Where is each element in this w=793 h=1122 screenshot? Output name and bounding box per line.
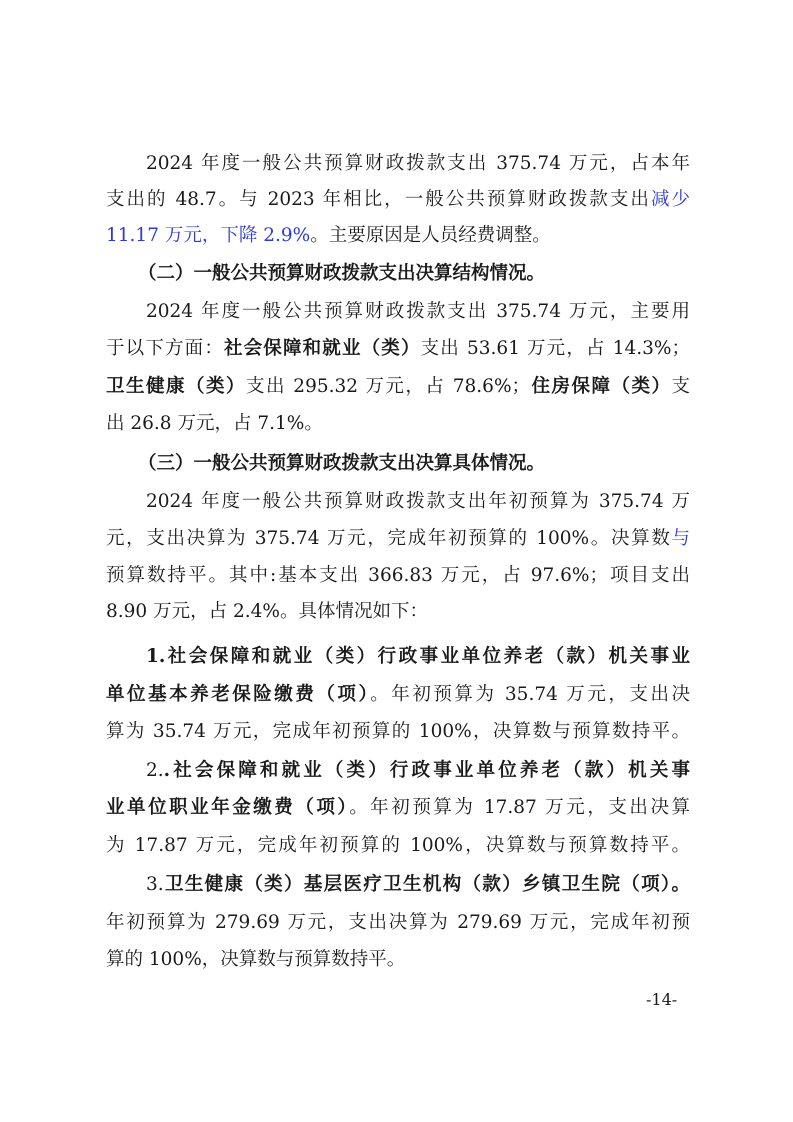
paragraph-line: 2024 年度一般公共预算财政拨款支出 375.74 万元，主要用 [146,301,690,322]
section-heading: （三）一般公共预算财政拨款支出决算具体情况。 [138,453,546,474]
paragraph-line: 8.90 万元，占 2.4%。具体情况如下： [106,601,428,622]
paragraph-line: 预算数持平。其中:基本支出 366.83 万元，占 97.6%；项目支出 [106,565,690,586]
item-heading: 3.卫生健康（类）基层医疗卫生机构（款）乡镇卫生院（项）。 [146,874,690,895]
paragraph-line: 11.17 万元，下降 2.9%。主要原因是人员经费调整。 [106,225,551,246]
paragraph-line: 2024 年度一般公共预算财政拨款支出年初预算为 375.74 万 [146,491,690,512]
highlighted-text: 11.17 万元，下降 2.9% [106,225,311,246]
highlighted-text: 减少 [650,189,690,210]
paragraph-line: 为 17.87 万元，完成年初预算的 100%，决算数与预算数持平。 [106,835,690,856]
paragraph-line: 支出的 48.7。与 2023 年相比，一般公共预算财政拨款支出减少 [106,189,690,210]
highlighted-text: 与 [671,528,690,549]
page-number: -14- [646,990,678,1009]
item-heading: 2..社会保障和就业（类）行政事业单位养老（款）机关事 [146,760,690,781]
paragraph-line: 算的 100%，决算数与预算数持平。 [106,949,406,970]
paragraph-line: 元，支出决算为 375.74 万元，完成年初预算的 100%。决算数与 [106,528,690,549]
section-heading: （二）一般公共预算财政拨款支出决算结构情况。 [138,263,546,284]
paragraph-line: 于以下方面：社会保障和就业（类）支出 53.61 万元，占 14.3%； [106,338,690,359]
paragraph-line: 年初预算为 279.69 万元，支出决算为 279.69 万元，完成年初预 [106,912,690,933]
paragraph-line: 单位基本养老保险缴费（项）。年初预算为 35.74 万元，支出决 [106,684,690,705]
paragraph-line: 卫生健康（类）支出 295.32 万元，占 78.6%；住房保障（类）支 [106,376,690,397]
paragraph-line: 出 26.8 万元，占 7.1%。 [106,413,323,434]
paragraph-line: 业单位职业年金缴费（项）。年初预算为 17.87 万元，支出决算 [106,797,690,818]
paragraph-line: 2024 年度一般公共预算财政拨款支出 375.74 万元，占本年 [146,153,690,174]
paragraph-line: 算为 35.74 万元，完成年初预算的 100%，决算数与预算数持平。 [106,721,690,742]
item-heading: 1.社会保障和就业（类）行政事业单位养老（款）机关事业 [146,646,690,667]
